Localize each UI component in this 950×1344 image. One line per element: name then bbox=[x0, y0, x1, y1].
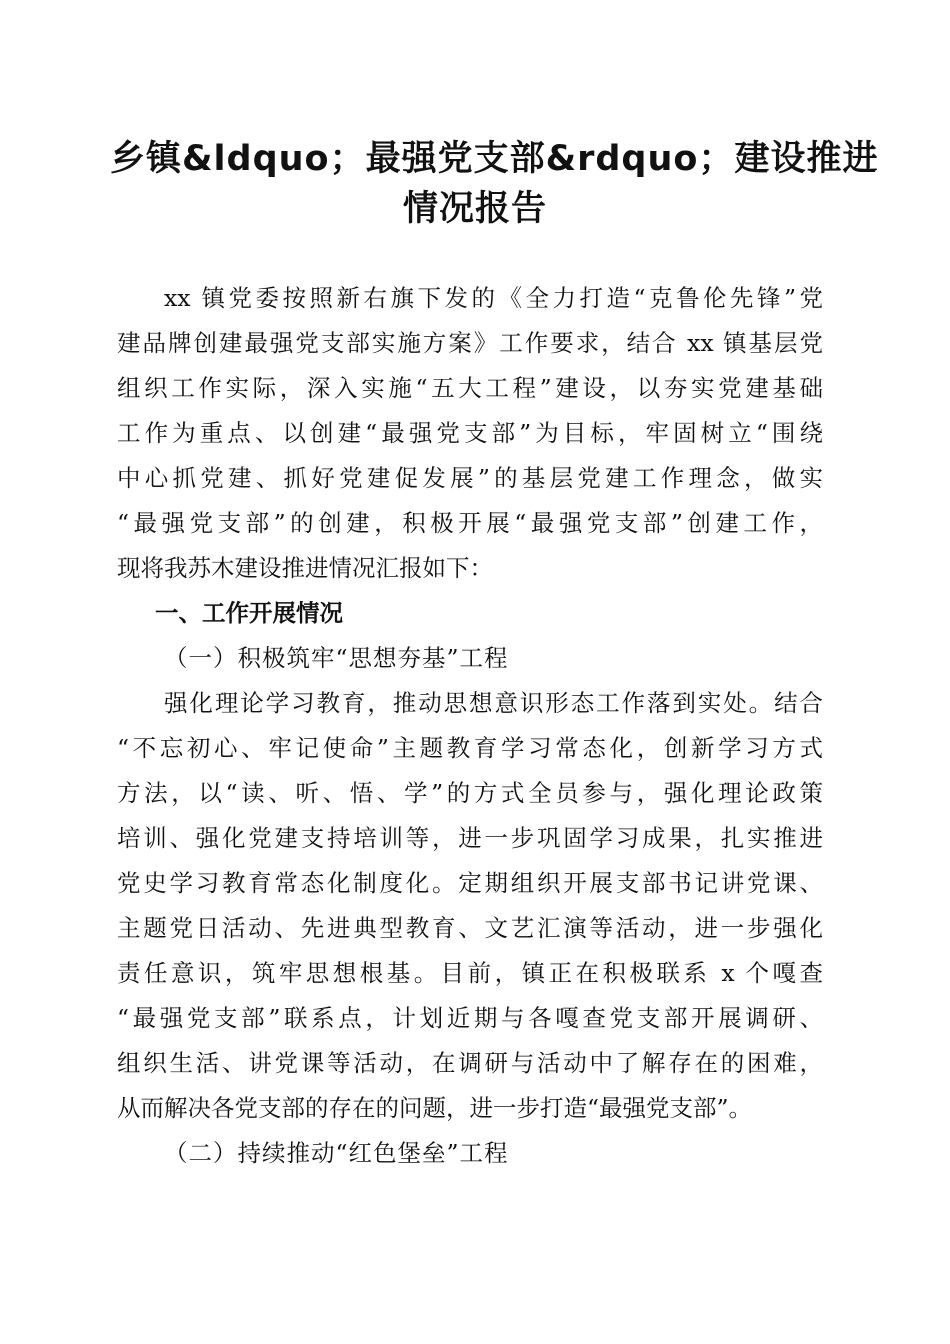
paragraph-line: 组织生活、讲党课等活动，在调研与活动中了解存在的困难， bbox=[117, 1049, 823, 1077]
intro-line: 建品牌创建最强党支部实施方案》工作要求，结合 xx 镇基层党 bbox=[117, 329, 823, 357]
intro-line: 现将我苏木建设推进情况汇报如下： bbox=[117, 554, 493, 582]
subsection-heading: （一）积极筑牢“思想夯基”工程 bbox=[164, 644, 509, 672]
title-line-2: 情况报告 bbox=[402, 189, 547, 229]
paragraph-line: 主题党日活动、先进典型教育、文艺汇演等活动，进一步强化 bbox=[117, 914, 823, 942]
intro-line: 组织工作实际，深入实施“五大工程”建设，以夯实党建基础 bbox=[117, 374, 823, 402]
document-title bbox=[110, 134, 879, 234]
intro-line: xx 镇党委按照新右旗下发的《全力打造“克鲁伦先锋”党 bbox=[164, 284, 823, 312]
subsection-heading: （二）持续推动“红色堡垒”工程 bbox=[164, 1139, 509, 1167]
intro-line: “最强党支部”的创建，积极开展“最强党支部”创建工作， bbox=[117, 509, 823, 537]
intro-line: 中心抓党建、抓好党建促发展”的基层党建工作理念，做实 bbox=[117, 464, 823, 492]
paragraph-line: 责任意识，筑牢思想根基。目前，镇正在积极联系 x 个嘎查 bbox=[117, 959, 823, 987]
title-line-1: 乡镇&ldquo；最强党支部&rdquo；建设推进 bbox=[110, 139, 879, 179]
paragraph-line: 培训、强化党建支持培训等，进一步巩固学习成果，扎实推进 bbox=[117, 824, 823, 852]
intro-line: 工作为重点、以创建“最强党支部”为目标，牢固树立“围绕 bbox=[117, 419, 823, 447]
paragraph-line: “最强党支部”联系点，计划近期与各嘎查党支部开展调研、 bbox=[117, 1004, 823, 1032]
document-body bbox=[117, 276, 823, 1176]
section-heading: 一、工作开展情况 bbox=[155, 599, 343, 627]
paragraph-line: 从而解决各党支部的存在的问题，进一步打造“最强党支部”。 bbox=[117, 1094, 753, 1122]
paragraph-line: 方法，以“读、听、悟、学”的方式全员参与，强化理论政策 bbox=[117, 779, 823, 807]
paragraph-line: “不忘初心、牢记使命”主题教育学习常态化，创新学习方式 bbox=[117, 734, 823, 762]
paragraph-line: 强化理论学习教育，推动思想意识形态工作落到实处。结合 bbox=[164, 689, 823, 717]
paragraph-line: 党史学习教育常态化制度化。定期组织开展支部书记讲党课、 bbox=[117, 869, 823, 897]
